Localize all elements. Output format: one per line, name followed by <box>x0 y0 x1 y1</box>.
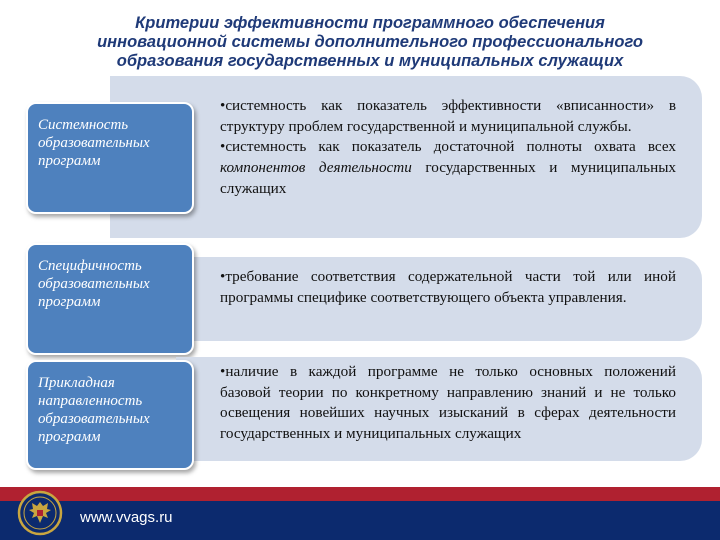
criterion-label-applied <box>26 360 194 470</box>
criterion-description-applied <box>220 362 676 445</box>
criterion-label-line: образовательных <box>38 135 150 151</box>
criterion-bullet: •системность как показатель достаточной полноты охвата всех компонентов деятельности государственных и муниципальных служащих <box>220 138 677 197</box>
criterion-label-line: образовательных <box>38 276 150 292</box>
criterion-bullet: •системность как показатель эффективности «вписанности» в структуру проблем государственной и муниципальной службы. <box>220 97 676 135</box>
criterion-label-line: Системность <box>38 117 129 133</box>
footer-stripe <box>0 487 720 501</box>
criterion-label-systemic <box>26 102 194 214</box>
emphasized-phrase: компонентов деятельности <box>220 159 412 177</box>
slide-title-line: Критерии эффективности программного обеспечения <box>135 14 605 32</box>
criterion-description-specificity <box>220 267 676 308</box>
criterion-label-line: программ <box>38 153 101 169</box>
criterion-label-line: программ <box>38 294 101 310</box>
criterion-label-line: Прикладная <box>38 375 115 391</box>
criterion-label-line: направленность <box>38 393 143 409</box>
criterion-label-line: образовательных <box>38 411 150 427</box>
criterion-description-systemic <box>220 96 676 200</box>
criterion-bullet: •требование соответствия содержательной части той или иной программы специфике соответствующего объекта управления. <box>220 268 676 306</box>
criterion-label-line: программ <box>38 429 101 445</box>
slide-title <box>40 14 700 71</box>
criterion-bullet: •наличие в каждой программе не только основных положений базовой теории по конкретному направлению знаний и не только освещения новейших научных изысканий в сферах деятельности государственных и муниципальных служащих <box>220 363 676 443</box>
double-headed-eagle-emblem-icon <box>17 490 63 536</box>
slide-title-line: образования государственных и муниципальных служащих <box>116 52 624 70</box>
slide-title-line: инновационной системы дополнительного профессионального <box>97 33 643 51</box>
criterion-label-specificity <box>26 243 194 355</box>
site-url-link[interactable]: www.vvags.ru <box>80 509 173 526</box>
criterion-label-line: Специфичность <box>38 258 142 274</box>
